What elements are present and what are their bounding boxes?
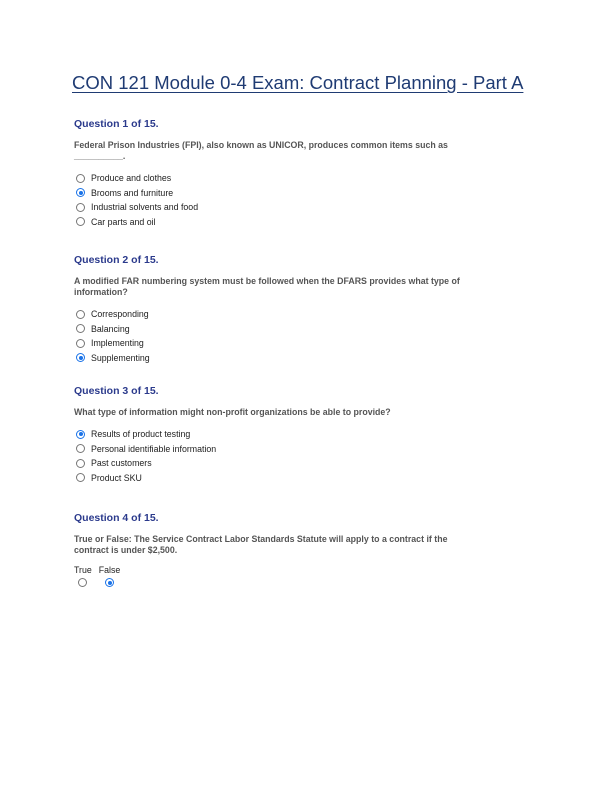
question-text: What type of information might non-profit organizations be able to provide? (74, 407, 391, 417)
option-label: Industrial solvents and food (91, 202, 199, 213)
option-personal-identifiable-information[interactable] (74, 442, 514, 457)
option-brooms-and-furniture[interactable] (74, 186, 514, 201)
question-3 (74, 385, 514, 485)
option-label: Brooms and furniture (91, 187, 174, 198)
option-industrial-solvents-and-food[interactable] (74, 200, 514, 215)
question-heading: Question 3 of 15. (74, 385, 159, 397)
option-produce-and-clothes[interactable] (74, 171, 514, 186)
radio-button-selected[interactable] (76, 430, 85, 439)
question-text: A modified FAR numbering system must be followed when the DFARS provides what type of information? (74, 276, 460, 297)
question-heading: Question 1 of 15. (74, 118, 159, 130)
radio-button[interactable] (76, 310, 85, 319)
option-results-of-product-testing[interactable] (74, 427, 514, 442)
option-label: Car parts and oil (91, 216, 156, 227)
options-list (74, 427, 514, 485)
radio-button[interactable] (76, 217, 85, 226)
option-label: Corresponding (91, 309, 149, 320)
option-balancing[interactable] (74, 322, 514, 337)
option-label: Supplementing (91, 352, 150, 363)
option-label: True (74, 565, 92, 575)
question-1 (74, 118, 514, 229)
options-list (74, 307, 514, 365)
option-label: False (98, 565, 121, 575)
question-2 (74, 254, 514, 365)
radio-button-selected[interactable] (76, 353, 85, 362)
option-implementing[interactable] (74, 336, 514, 351)
option-label: Produce and clothes (91, 173, 172, 184)
radio-button[interactable] (76, 473, 85, 482)
option-product-sku[interactable] (74, 471, 514, 486)
radio-button[interactable] (76, 444, 85, 453)
true-false-options (74, 565, 514, 587)
question-4 (74, 512, 514, 587)
option-car-parts-and-oil[interactable] (74, 215, 514, 230)
question-text: True or False: The Service Contract Labor Standards Statute will apply to a contract if the contract is under $2,500. (74, 534, 448, 555)
option-label: Past customers (91, 458, 152, 469)
option-label: Product SKU (91, 472, 142, 483)
question-text: Federal Prison Industries (FPI), also known as UNICOR, produces common items such as __________. (74, 140, 448, 161)
radio-button[interactable] (78, 578, 87, 587)
options-list (74, 171, 514, 229)
radio-button-selected[interactable] (105, 578, 114, 587)
radio-button-selected[interactable] (76, 188, 85, 197)
option-supplementing[interactable] (74, 351, 514, 366)
option-corresponding[interactable] (74, 307, 514, 322)
question-heading: Question 2 of 15. (74, 254, 159, 266)
option-true[interactable] (74, 565, 92, 587)
question-heading: Question 4 of 15. (74, 512, 159, 524)
option-label: Balancing (91, 323, 130, 334)
radio-button[interactable] (76, 203, 85, 212)
radio-button[interactable] (76, 459, 85, 468)
option-label: Results of product testing (91, 429, 191, 440)
radio-button[interactable] (76, 339, 85, 348)
option-label: Personal identifiable information (91, 443, 217, 454)
radio-button[interactable] (76, 174, 85, 183)
option-false[interactable] (99, 565, 121, 587)
option-past-customers[interactable] (74, 456, 514, 471)
page-title: CON 121 Module 0-4 Exam: Contract Planning - Part A (72, 72, 524, 93)
option-label: Implementing (91, 338, 144, 349)
radio-button[interactable] (76, 324, 85, 333)
